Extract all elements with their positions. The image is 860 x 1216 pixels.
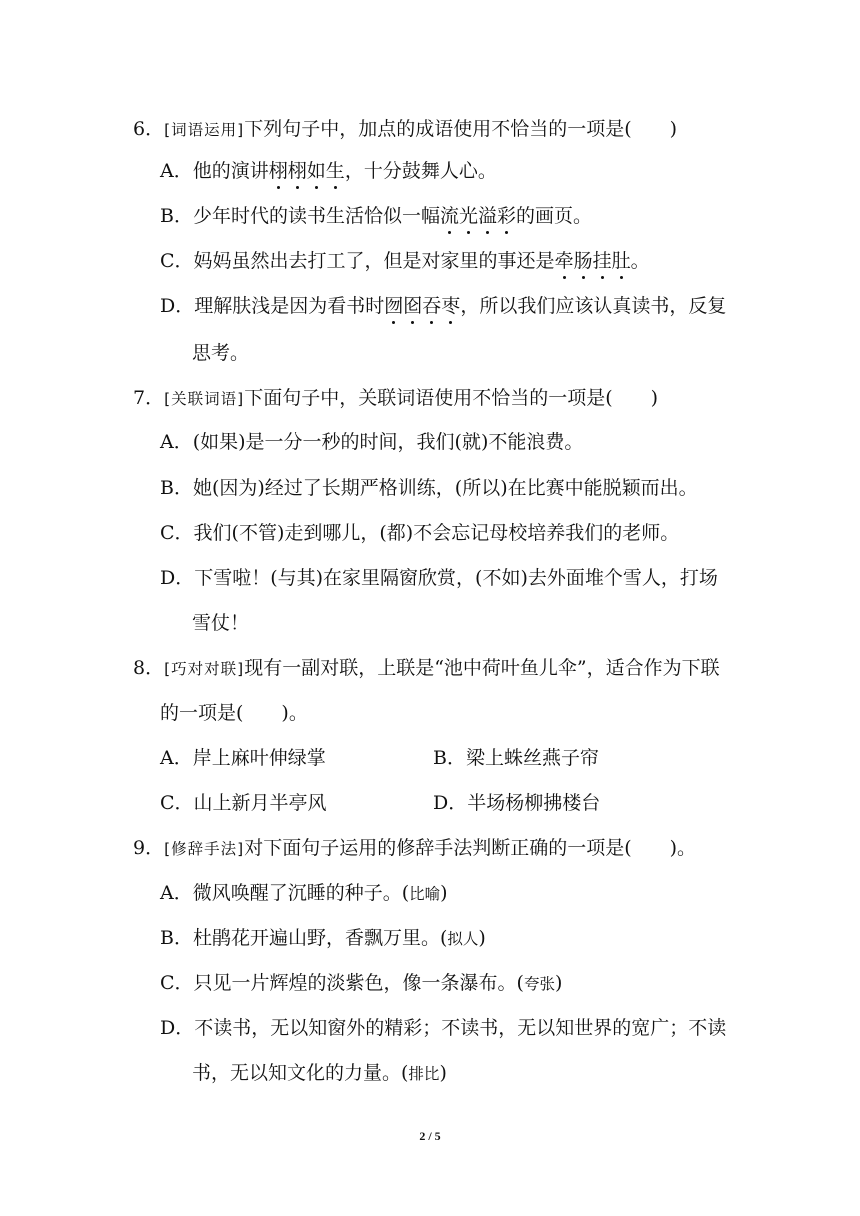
q6-option-d-continued: 思考。 xyxy=(192,342,250,364)
q6-option-b: B．少年时代的读书生活恰似一幅流光溢彩的画页。 xyxy=(160,205,593,227)
emphasis-char: 生 xyxy=(325,160,345,182)
question-text: 现有一副对联，上联是“池中荷叶鱼儿伞”，适合作为下联 xyxy=(244,657,720,679)
q6-option-d: D．理解肤浅是因为看书时囫囵吞枣，所以我们应该认真读书，反复 xyxy=(160,295,727,317)
q6-option-a: A．他的演讲栩栩如生，十分鼓舞人心。 xyxy=(160,160,497,182)
q7-option-a: A．(如果)是一分一秒的时间，我们(就)不能浪费。 xyxy=(160,431,584,453)
question-8-stem xyxy=(133,656,720,681)
answer-note: 拟人 xyxy=(447,930,479,948)
question-tag: [词语运用] xyxy=(164,121,245,139)
answer-note: 夸张 xyxy=(523,975,555,993)
q6-option-c: C．妈妈虽然出去打工了，但是对家里的事还是牵肠挂肚。 xyxy=(160,250,650,272)
emphasis-char: 肚 xyxy=(611,250,631,272)
question-text: 对下面句子运用的修辞手法判断正确的一项是( )。 xyxy=(244,837,697,859)
question-8-stem-continued: 的一项是( )。 xyxy=(160,702,308,724)
q7-option-c: C．我们(不管)走到哪儿，(都)不会忘记母校培养我们的老师。 xyxy=(160,522,680,544)
emphasis-char: 光 xyxy=(459,205,479,227)
q8-option-d: D．半场杨柳拂楼台 xyxy=(433,792,601,814)
question-6-stem xyxy=(133,117,677,142)
question-text: 下列句子中，加点的成语使用不恰当的一项是( ) xyxy=(244,118,678,140)
emphasis-char: 挂 xyxy=(592,250,612,272)
q9-option-d: D．不读书，无以知窗外的精彩；不读书，无以知世界的宽广；不读 xyxy=(160,1017,727,1039)
question-tag: [修辞手法] xyxy=(164,840,245,858)
question-number: 8． xyxy=(133,657,165,679)
emphasis-char: 栩 xyxy=(287,160,307,182)
emphasis-char: 枣 xyxy=(441,295,461,317)
q7-option-b: B．她(因为)经过了长期严格训练，(所以)在比赛中能脱颖而出。 xyxy=(160,477,698,499)
answer-note: 比喻 xyxy=(409,885,441,903)
emphasis-char: 栩 xyxy=(268,160,288,182)
emphasis-char: 如 xyxy=(306,160,326,182)
question-7-stem xyxy=(133,386,658,411)
question-number: 9． xyxy=(133,837,165,859)
question-tag: [关联词语] xyxy=(164,390,245,408)
q9-option-c: C．只见一片辉煌的淡紫色，像一条瀑布。(夸张) xyxy=(160,972,563,994)
answer-note: 排比 xyxy=(408,1065,440,1083)
emphasis-char: 肠 xyxy=(573,250,593,272)
emphasis-char: 溢 xyxy=(478,205,498,227)
q8-option-a: A．岸上麻叶伸绿掌 xyxy=(160,747,326,769)
q9-option-b: B．杜鹃花开遍山野，香飘万里。(拟人) xyxy=(160,927,486,949)
q8-option-c: C．山上新月半亭风 xyxy=(160,792,327,814)
question-9-stem xyxy=(133,836,696,861)
q7-option-d-continued: 雪仗！ xyxy=(192,612,250,634)
question-number: 7． xyxy=(133,387,165,409)
page-number: 2 / 5 xyxy=(419,1129,441,1143)
q8-option-b: B．梁上蛛丝燕子帘 xyxy=(433,747,599,769)
emphasis-char: 流 xyxy=(439,205,459,227)
q9-option-a: A．微风唤醒了沉睡的种子。(比喻) xyxy=(160,882,448,904)
emphasis-char: 囫 xyxy=(384,295,404,317)
emphasis-char: 囵 xyxy=(403,295,423,317)
question-text: 下面句子中，关联词语使用不恰当的一项是( ) xyxy=(244,387,659,409)
q9-option-d-continued: 书，无以知文化的力量。(排比) xyxy=(192,1062,447,1084)
q7-option-d: D．下雪啦！(与其)在家里隔窗欣赏，(不如)去外面堆个雪人，打场 xyxy=(160,567,718,589)
question-number: 6． xyxy=(133,118,165,140)
question-tag: [巧对对联] xyxy=(164,660,245,678)
emphasis-char: 吞 xyxy=(422,295,442,317)
emphasis-char: 牵 xyxy=(554,250,574,272)
emphasis-char: 彩 xyxy=(497,205,517,227)
